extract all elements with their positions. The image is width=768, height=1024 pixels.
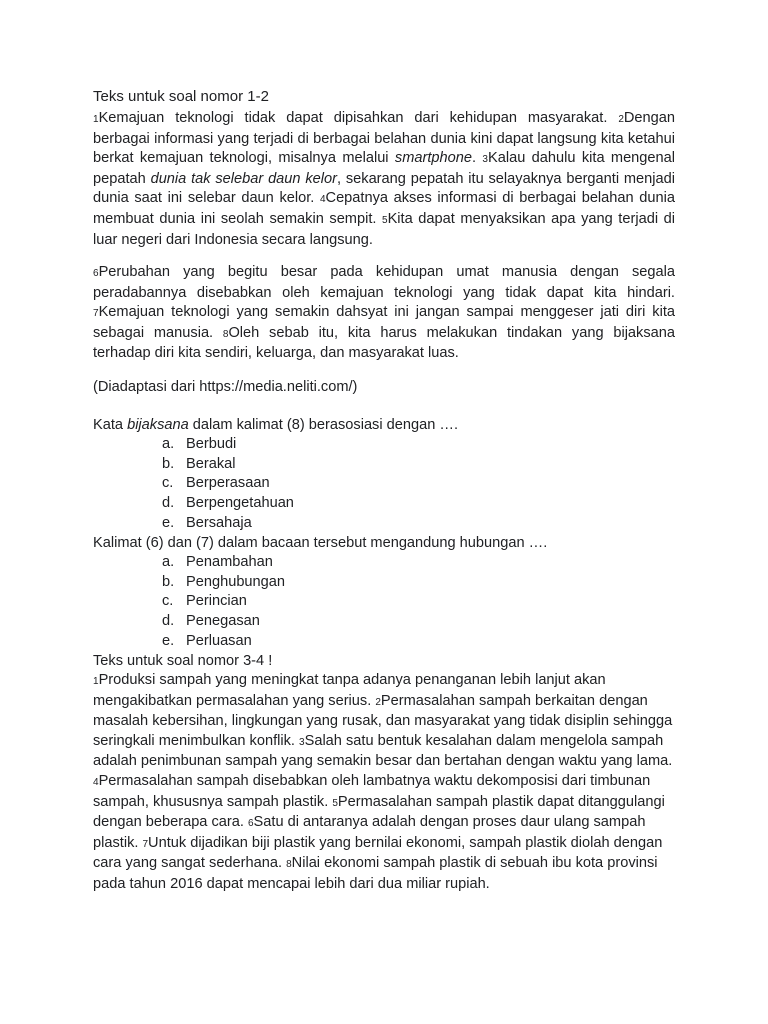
question-1-options — [162, 435, 294, 533]
question-1 — [93, 416, 675, 436]
option-text: Penghubungan — [186, 573, 286, 590]
section2-title: Teks untuk soal nomor 3-4 ! — [93, 653, 273, 669]
option-letter: a. — [162, 554, 175, 570]
question-2-options — [162, 553, 286, 651]
sentence: , sekarang pepatah itu selayaknya berganti menjadi dunia saat ini selebar daun kelor. — [93, 170, 675, 207]
option-letter: a. — [162, 436, 175, 452]
sentence-number: 6 — [93, 268, 99, 279]
sentence: Untuk dijadikan biji plastik yang bernilai ekonomi, sampah plastik diolah dengan cara yang sangat sederhana. — [93, 834, 663, 872]
option-text: Berperasaan — [186, 475, 270, 492]
option-text: Berbudi — [186, 436, 237, 452]
sentence-number: 3 — [299, 736, 305, 748]
section2-paragraph — [93, 671, 675, 895]
sentence-number: 5 — [332, 797, 338, 809]
italic-term: smartphone — [394, 150, 472, 167]
option-letter: b. — [162, 455, 175, 472]
option-a[interactable] — [162, 553, 285, 573]
option-text: Berakal — [186, 455, 236, 472]
sentence-number: 4 — [93, 776, 99, 788]
sentence: Produksi sampah yang meningkat tanpa adanya penanganan lebih lanjut akan mengakibatkan permasalahan yang serius. — [93, 672, 606, 709]
sentence: Nilai ekonomi sampah plastik di sebuah ibu kota provinsi pada tahun 2016 dapat mencapai lebih dari dua miliar rupiah. — [93, 855, 658, 892]
sentence: Permasalahan sampah disebabkan oleh lambatnya waktu dekomposisi dari timbunan sampah, khususnya sampah plastik. — [93, 772, 651, 810]
option-letter: c. — [162, 475, 174, 492]
sentence: Oleh sebab itu, kita harus melakukan tindakan yang bijaksana terhadap diri kita sendiri, keluarga, dan masyarakat luas. — [93, 324, 675, 362]
sentence: Cepatnya akses informasi di berbagai belahan dunia membuat dunia ini seolah semakin sempit. — [93, 190, 675, 227]
option-letter: c. — [162, 593, 174, 610]
sentence-number: 2 — [618, 114, 624, 125]
source-citation: (Diadaptasi dari https://media.neliti.com/) — [93, 379, 358, 395]
option-c[interactable] — [162, 592, 285, 612]
sentence-number: 1 — [93, 676, 99, 687]
option-text: Bersahaja — [186, 514, 252, 531]
option-d[interactable] — [162, 612, 285, 632]
sentence-number: 7 — [142, 838, 149, 850]
option-e[interactable] — [162, 632, 285, 652]
option-letter: d. — [162, 495, 175, 512]
sentence: Kemajuan teknologi tidak dapat dipisahkan dari kehidupan masyarakat. — [98, 110, 619, 126]
sentence: Dengan berbagai informasi yang terjadi di berbagai belahan dunia kini dapat langsung kita ketahui berkat kemajuan teknologi, misalnya melalui — [93, 110, 675, 167]
sentence-number: 5 — [382, 214, 388, 226]
sentence: Satu di antaranya adalah dengan proses daur ulang sampah plastik. — [93, 814, 646, 851]
question-text: dalam kalimat (8) berasosiasi dengan …. — [188, 417, 459, 433]
option-b[interactable] — [162, 455, 294, 475]
sentence-number: 2 — [375, 696, 381, 708]
sentence: Kemajuan teknologi yang semakin dahsyat ini jangan sampai menggeser jati diri kita sebagai manusia. — [93, 304, 675, 341]
question-2: Kalimat (6) dan (7) dalam bacaan tersebut mengandung hubungan …. — [93, 535, 548, 551]
sentence: Permasalahan sampah berkaitan dengan masalah kebersihan, lingkungan yang rusak, dan masyarakat yang tidak disiplin sehingga seringkali menimbulkan konflik. — [93, 692, 673, 749]
section1-paragraph-2 — [93, 263, 675, 364]
option-letter: e. — [162, 514, 175, 531]
option-b[interactable] — [162, 573, 286, 593]
option-text: Penambahan — [186, 554, 273, 570]
option-e[interactable] — [162, 514, 294, 534]
sentence-number: 1 — [93, 114, 99, 125]
option-letter: b. — [162, 573, 175, 590]
sentence: Kalau dahulu kita mengenal pepatah — [93, 150, 676, 187]
sentence-number: 6 — [247, 818, 254, 830]
sentence: Perubahan yang begitu besar pada kehidupan umat manusia dengan segala peradabannya disebabkan oleh kemajuan teknologi yang tidak dapat kita hindari. — [93, 264, 675, 301]
sentence: Permasalahan sampah plastik dapat ditanggulangi dengan beberapa cara. — [93, 793, 665, 831]
section1-paragraph-1 — [93, 109, 675, 250]
sentence-number: 8 — [286, 859, 292, 871]
italic-term: bijaksana — [127, 417, 189, 433]
sentence: Kita dapat menyaksikan apa yang terjadi di luar negeri dari Indonesia secara langsung. — [93, 210, 675, 248]
option-a[interactable] — [162, 435, 294, 455]
option-c[interactable] — [162, 474, 294, 494]
sentence: . — [472, 150, 483, 167]
sentence: Salah satu bentuk kesalahan dalam mengelola sampah adalah penimbunan sampah yang semakin besar dan bertahan dengan waktu yang lama. — [93, 732, 673, 770]
sentence-number: 3 — [482, 154, 488, 166]
sentence-number: 7 — [93, 308, 99, 320]
italic-proverb: dunia tak selebar daun kelor — [150, 170, 337, 187]
option-text: Perincian — [186, 593, 247, 610]
sentence-number: 8 — [222, 328, 229, 340]
sentence-number: 4 — [319, 194, 326, 206]
option-letter: e. — [162, 632, 175, 649]
section1-title: Teks untuk soal nomor 1-2 — [93, 88, 269, 105]
option-letter: d. — [162, 613, 175, 630]
option-d[interactable] — [162, 494, 294, 514]
question-text: Kata — [93, 417, 128, 433]
option-text: Penegasan — [186, 613, 260, 630]
option-text: Perluasan — [186, 632, 252, 649]
option-text: Berpengetahuan — [186, 495, 294, 512]
